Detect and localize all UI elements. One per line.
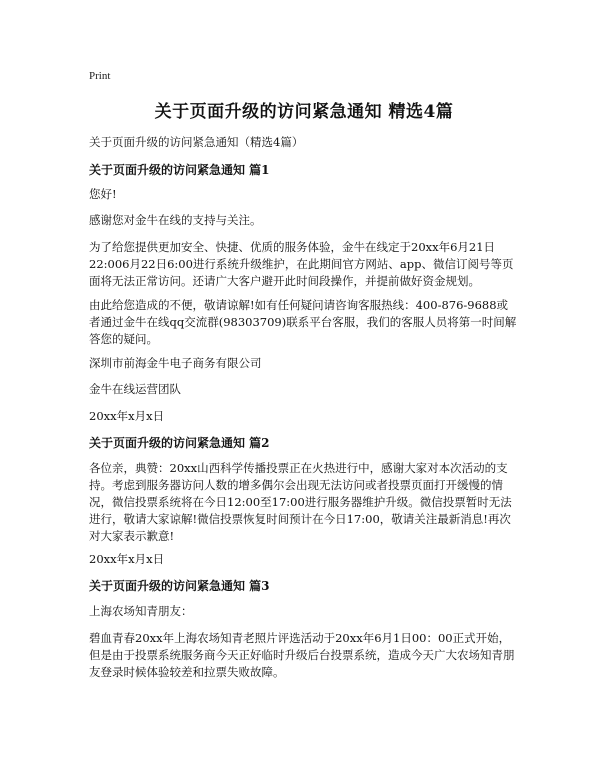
paragraph: 各位亲，典赞：20xx山西科学传播投票正在火热进行中，感谢大家对本次活动的支持。考虑到服务器访问人数的增多偶尔会出现无法访问或者投票页面打开缓慢的情况，微信投票系统将在今日12:00至17:00进行服务器维护升级。微信投票暂时无法进行，敬请大家谅解!微信投票恢复时间预计在今日17:00，敬请关注最新消息!再次对大家表示歉意! <box>89 461 512 543</box>
paragraph: 上海农场知青朋友： <box>89 604 193 618</box>
paragraph: 碧血青春20xx年上海农场知青老照片评选活动于20xx年6月1日00：00正式开始，但是由于投票系统服务商今天正好临时升级后台投票系统，造成今天广大农场知青朋友登录时候体验较差和拉票失败故障。 <box>89 631 515 679</box>
paragraph: 深圳市前海金牛电子商务有限公司 <box>89 356 262 370</box>
page-title: 关于页面升级的访问紧急通知 精选4篇 <box>154 102 454 122</box>
paragraph: 为了给您提供更加安全、快捷、优质的服务体验，金牛在线定于20xx年6月21日22:006月22日6:00进行系统升级维护，在此期间官方网站、app、微信订阅号等页面将无法正常访问。还请广大客户避开此时间段操作，并提前做好资金规划。 <box>89 240 514 288</box>
print-label[interactable]: Print <box>89 70 111 82</box>
paragraph: 金牛在线运营团队 <box>89 382 181 396</box>
subtitle: 关于页面升级的访问紧急通知（精选4篇） <box>89 135 304 149</box>
section-heading: 关于页面升级的访问紧急通知 篇3 <box>89 579 270 593</box>
paragraph: 20xx年x月x日 <box>89 409 165 423</box>
section-heading: 关于页面升级的访问紧急通知 篇1 <box>89 163 270 177</box>
paragraph: 20xx年x月x日 <box>89 552 165 566</box>
section-heading: 关于页面升级的访问紧急通知 篇2 <box>89 436 270 450</box>
paragraph: 由此给您造成的不便，敬请谅解!如有任何疑问请咨询客服热线：400-876-9688或者通过金牛在线qq交流群(98303709)联系平台客服，我们的客服人员将第一时间解答您的疑问。 <box>89 298 517 346</box>
paragraph: 您好! <box>89 187 117 201</box>
paragraph: 感谢您对金牛在线的支持与关注。 <box>89 213 262 227</box>
